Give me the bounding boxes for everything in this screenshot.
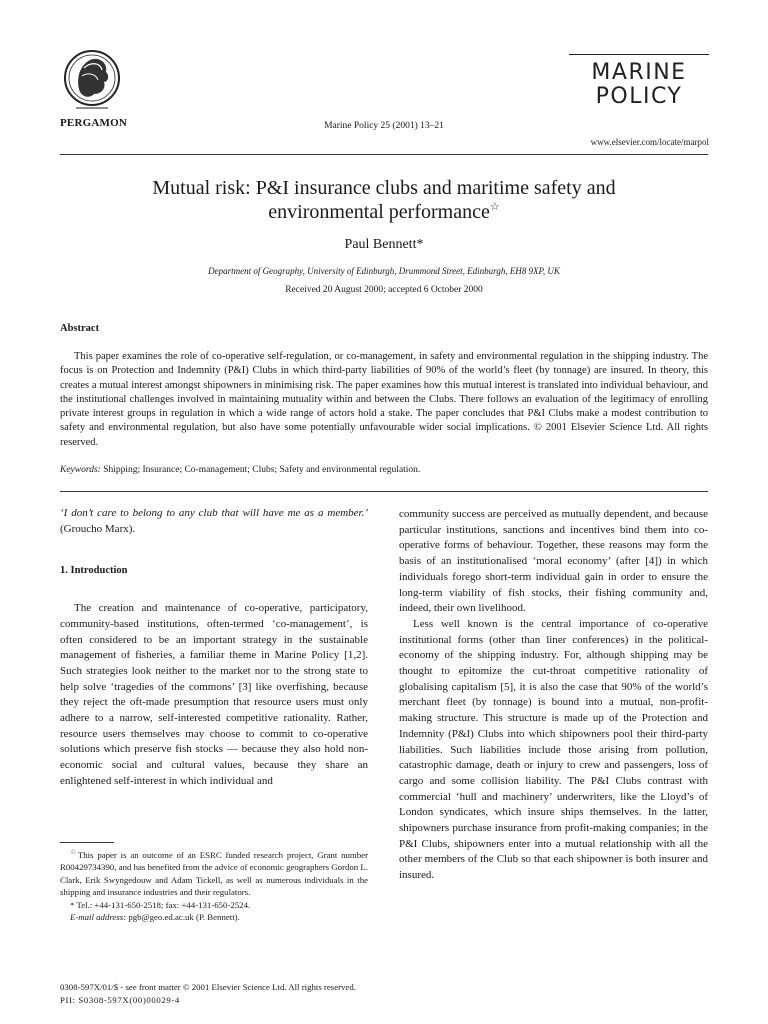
- keywords-list: Shipping; Insurance; Co-management; Clubs; Safety and environmental regulation.: [103, 465, 421, 475]
- keywords: [60, 465, 708, 475]
- author-affiliation: Department of Geography, University of Edinburgh, Drummond Street, Edinburgh, EH8 9XP, UK: [208, 266, 560, 276]
- publisher-logo-icon: [62, 48, 122, 116]
- footnotes: [60, 846, 368, 923]
- footnote-divider: [60, 842, 114, 843]
- abstract-divider: [60, 491, 708, 492]
- abstract-heading: Abstract: [60, 323, 100, 334]
- journal-name: [569, 61, 709, 109]
- journal-name-line-1: MARINE: [591, 60, 687, 85]
- abstract-text: This paper examines the role of co-operative self-regulation, or co-management, in safety and environmental regulation in the shipping industry. The focus is on Protection and Indemnity (P&I) Clubs in which third-party liabilities of 90% of the world’s fleet (by tonnage) are insured. In theory, this creates a mutual interest amongst shipowners in minimising risk. The paper examines how this mutual interest is translated into individual behaviour, and the institutional challenges involved in maintaining mutuality within and between the Clubs. There follows an evaluation of the legitimacy of enrolling private interest groups in regulation in which a wide range of actors hold a stake. The paper concludes that P&I Clubs make a modest contribution to safety and environmental regulation, but also have some potentially unfavourable wider social implications. © 2001 Elsevier Science Ltd. All rights reserved.: [60, 351, 708, 448]
- contact-footnote: * Tel.: +44-131-650-2518; fax: +44-131-650-2524.: [70, 899, 251, 910]
- epigraph: [60, 506, 368, 537]
- footnote-star-icon: ☆: [70, 848, 78, 856]
- right-column: [399, 507, 708, 884]
- funding-footnote-text: This paper is an outcome of an ESRC funded research project, Grant number R00429734390, and has benefited from the advice of economic geographers Gordon L. Clark, Erik Swyngedouw and Adam Tickell, as well as numerous individuals in the shipping and insurance industries and their regulators.: [60, 849, 368, 898]
- article-title-line-2: environmental performance: [268, 201, 490, 223]
- journal-url-link[interactable]: www.elsevier.com/locate/marpol: [590, 137, 709, 147]
- title-footnote-star-icon[interactable]: ☆: [489, 201, 500, 213]
- journal-citation: Marine Policy 25 (2001) 13–21: [324, 121, 444, 131]
- article-title: [60, 176, 708, 224]
- body-paragraph: community success are perceived as mutually dependent, and because particular institutions, sanctions and incentives bind them into co-operative forms of behaviour. Together, these reasons may form the basis of an institutionalised ‘moral economy’ (after [4]) in which individuals forego short-term individual gain in order to ensure the long-term viability of fish stocks, their fishing community and, indeed, their own livelihood.: [399, 508, 708, 615]
- journal-title-block: [569, 54, 709, 109]
- epigraph-quote: ‘I don’t care to belong to any club that will have me as a member.’: [60, 507, 368, 519]
- epigraph-source: (Groucho Marx).: [60, 522, 136, 535]
- journal-name-line-2: POLICY: [595, 84, 683, 109]
- publisher-name: PERGAMON: [60, 117, 127, 129]
- header-divider: [60, 154, 708, 155]
- email-label: E-mail address:: [70, 911, 127, 922]
- funding-footnote: [60, 846, 368, 899]
- author-name: Paul Bennett*: [344, 237, 424, 252]
- body-paragraph: Less well known is the central importance of co-operative institutional forms (other than liner conferences) in the political-economy of the shipping industry. For, although shipping may be thought to epitomize the cut-throat competitive rationality of globalising capitalism [5], it is also the case that 90% of the world’s merchant fleet (by tonnage) is bound into a mutual, non-profit-making structure. This structure is made up of the Protection and Indemnity (P&I) Clubs into which shipowners pool their third-party liabilities. Such liabilities include those arising from pollution, catastrophic damage, death or injury to crew and passengers, loss of cargo and some collision liability. The P&I Clubs contrast with commercial ‘hull and machinery’ underwriters, like the Lloyd’s of London syndicates, which insure ships themselves. In the latter, shipowners purchase insurance from profit-making companies; in the P&I Clubs, shipowners enter into a mutual relationship with all the other members of the Club so that each shipowner is both insurer and insured.: [399, 617, 708, 882]
- email-address-link[interactable]: pgb@geo.ed.ac.uk (P. Bennett).: [126, 911, 240, 922]
- copyright-line: 0308-597X/01/$ - see front matter © 2001 Elsevier Science Ltd. All rights reserved.: [60, 982, 356, 992]
- keywords-label: Keywords:: [60, 465, 101, 475]
- pii-line: PII: S0308-597X(00)00029-4: [60, 995, 180, 1005]
- section-heading: 1. Introduction: [60, 565, 128, 577]
- email-footnote: [60, 911, 368, 923]
- article-title-line-1: Mutual risk: P&I insurance clubs and maritime safety and: [152, 177, 616, 199]
- received-dates: Received 20 August 2000; accepted 6 October 2000: [285, 285, 483, 295]
- left-column: [60, 506, 368, 790]
- body-paragraph: The creation and maintenance of co-operative, participatory, community-based institutions, often-termed ‘co-management’, is often considered to be an important strategy in the sustainable management of fisheries, a familiar theme in Marine Policy [1,2]. Such strategies look neither to the market nor to the strong state to help solve ‘tragedies of the commons’ [3] like overfishing, because they reject the oft-made presumption that resource users must only adhere to a narrow, self-interested competitive rationality. Rather, resource users themselves may choose to commit to co-operative solutions which preserve fish stocks — because they also hold non-economic social and cultural values, because they share an enlightened self-interest in which individual and: [60, 602, 368, 787]
